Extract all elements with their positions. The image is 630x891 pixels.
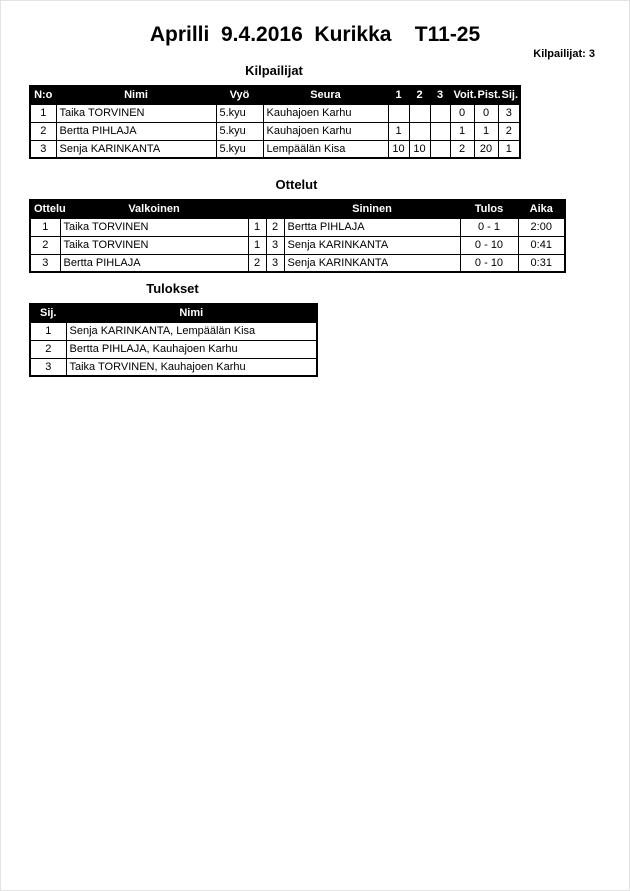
results-section — [29, 281, 316, 377]
cell-blue-no: 3 — [266, 254, 284, 272]
column-header-white: Valkoinen — [60, 200, 248, 218]
cell-name: Taika TORVINEN — [56, 104, 216, 122]
cell-name: Bertta PIHLAJA — [56, 122, 216, 140]
column-header-rank: Sij. — [30, 304, 66, 322]
column-header-match: Ottelu — [30, 200, 60, 218]
cell-rank: 3 — [498, 104, 520, 122]
column-header-belt: Vyö — [216, 86, 263, 104]
cell-rank: 1 — [30, 322, 66, 340]
cell-wins: 2 — [450, 140, 474, 158]
cell-club: Kauhajoen Karhu — [263, 104, 388, 122]
matches-heading: Ottelut — [275, 177, 318, 192]
cell-score3 — [430, 122, 450, 140]
column-header-score2: 2 — [409, 86, 430, 104]
cell-result: 0 - 10 — [460, 254, 518, 272]
cell-white-no: 1 — [248, 236, 266, 254]
table-row — [30, 218, 565, 236]
cell-blue-no: 3 — [266, 236, 284, 254]
competitors-section — [29, 63, 519, 159]
table-row — [30, 358, 317, 376]
page-title: Aprilli 9.4.2016 Kurikka T11-25 — [149, 23, 481, 46]
cell-result: 0 - 1 — [460, 218, 518, 236]
column-header-white-no — [248, 200, 266, 218]
table-row — [30, 122, 520, 140]
cell-name: Senja KARINKANTA — [56, 140, 216, 158]
cell-belt: 5.kyu — [216, 104, 263, 122]
column-header-time: Aika — [518, 200, 565, 218]
cell-belt: 5.kyu — [216, 122, 263, 140]
cell-white-name: Taika TORVINEN — [60, 218, 248, 236]
column-header-blue: Sininen — [284, 200, 460, 218]
results-table — [29, 303, 318, 377]
cell-blue-name: Bertta PIHLAJA — [284, 218, 460, 236]
cell-white-name: Taika TORVINEN — [60, 236, 248, 254]
cell-no: 2 — [30, 122, 56, 140]
cell-rank: 3 — [30, 358, 66, 376]
results-heading: Tulokset — [146, 281, 199, 296]
cell-belt: 5.kyu — [216, 140, 263, 158]
cell-wins: 0 — [450, 104, 474, 122]
cell-score3 — [430, 140, 450, 158]
table-row — [30, 236, 565, 254]
column-header-blue-no — [266, 200, 284, 218]
cell-rank: 2 — [30, 340, 66, 358]
cell-score1: 10 — [388, 140, 409, 158]
table-row — [30, 254, 565, 272]
cell-blue-name: Senja KARINKANTA — [284, 236, 460, 254]
cell-no: 1 — [30, 104, 56, 122]
column-header-no: N:o — [30, 86, 56, 104]
cell-no: 3 — [30, 140, 56, 158]
cell-points: 1 — [474, 122, 498, 140]
table-row — [30, 140, 520, 158]
cell-time: 0:41 — [518, 236, 565, 254]
cell-time: 0:31 — [518, 254, 565, 272]
cell-white-name: Bertta PIHLAJA — [60, 254, 248, 272]
cell-points: 0 — [474, 104, 498, 122]
cell-match-no: 3 — [30, 254, 60, 272]
column-header-score3: 3 — [430, 86, 450, 104]
cell-match-no: 2 — [30, 236, 60, 254]
cell-time: 2:00 — [518, 218, 565, 236]
competitors-count-label: Kilpailijat: 3 — [533, 48, 595, 60]
column-header-name: Nimi — [56, 86, 216, 104]
cell-blue-no: 2 — [266, 218, 284, 236]
table-row — [30, 322, 317, 340]
competitors-table — [29, 85, 521, 159]
cell-points: 20 — [474, 140, 498, 158]
cell-score2: 10 — [409, 140, 430, 158]
cell-rank: 2 — [498, 122, 520, 140]
cell-score1: 1 — [388, 122, 409, 140]
column-header-club: Seura — [263, 86, 388, 104]
matches-section — [29, 177, 564, 273]
cell-club: Lempäälän Kisa — [263, 140, 388, 158]
column-header-name: Nimi — [66, 304, 317, 322]
cell-score1 — [388, 104, 409, 122]
table-row — [30, 340, 317, 358]
cell-white-no: 2 — [248, 254, 266, 272]
cell-score2 — [409, 122, 430, 140]
cell-name: Senja KARINKANTA, Lempäälän Kisa — [66, 322, 317, 340]
cell-club: Kauhajoen Karhu — [263, 122, 388, 140]
cell-match-no: 1 — [30, 218, 60, 236]
cell-name: Taika TORVINEN, Kauhajoen Karhu — [66, 358, 317, 376]
column-header-rank: Sij. — [498, 86, 520, 104]
cell-white-no: 1 — [248, 218, 266, 236]
column-header-result: Tulos — [460, 200, 518, 218]
table-row — [30, 104, 520, 122]
cell-blue-name: Senja KARINKANTA — [284, 254, 460, 272]
cell-score2 — [409, 104, 430, 122]
cell-name: Bertta PIHLAJA, Kauhajoen Karhu — [66, 340, 317, 358]
matches-table — [29, 199, 566, 273]
column-header-wins: Voit. — [450, 86, 474, 104]
cell-result: 0 - 10 — [460, 236, 518, 254]
results-header-row — [30, 304, 317, 322]
cell-rank: 1 — [498, 140, 520, 158]
column-header-score1: 1 — [388, 86, 409, 104]
competitors-header-row — [30, 86, 520, 104]
column-header-points: Pist. — [474, 86, 498, 104]
competitors-heading: Kilpailijat — [245, 63, 303, 78]
matches-header-row — [30, 200, 565, 218]
cell-wins: 1 — [450, 122, 474, 140]
cell-score3 — [430, 104, 450, 122]
